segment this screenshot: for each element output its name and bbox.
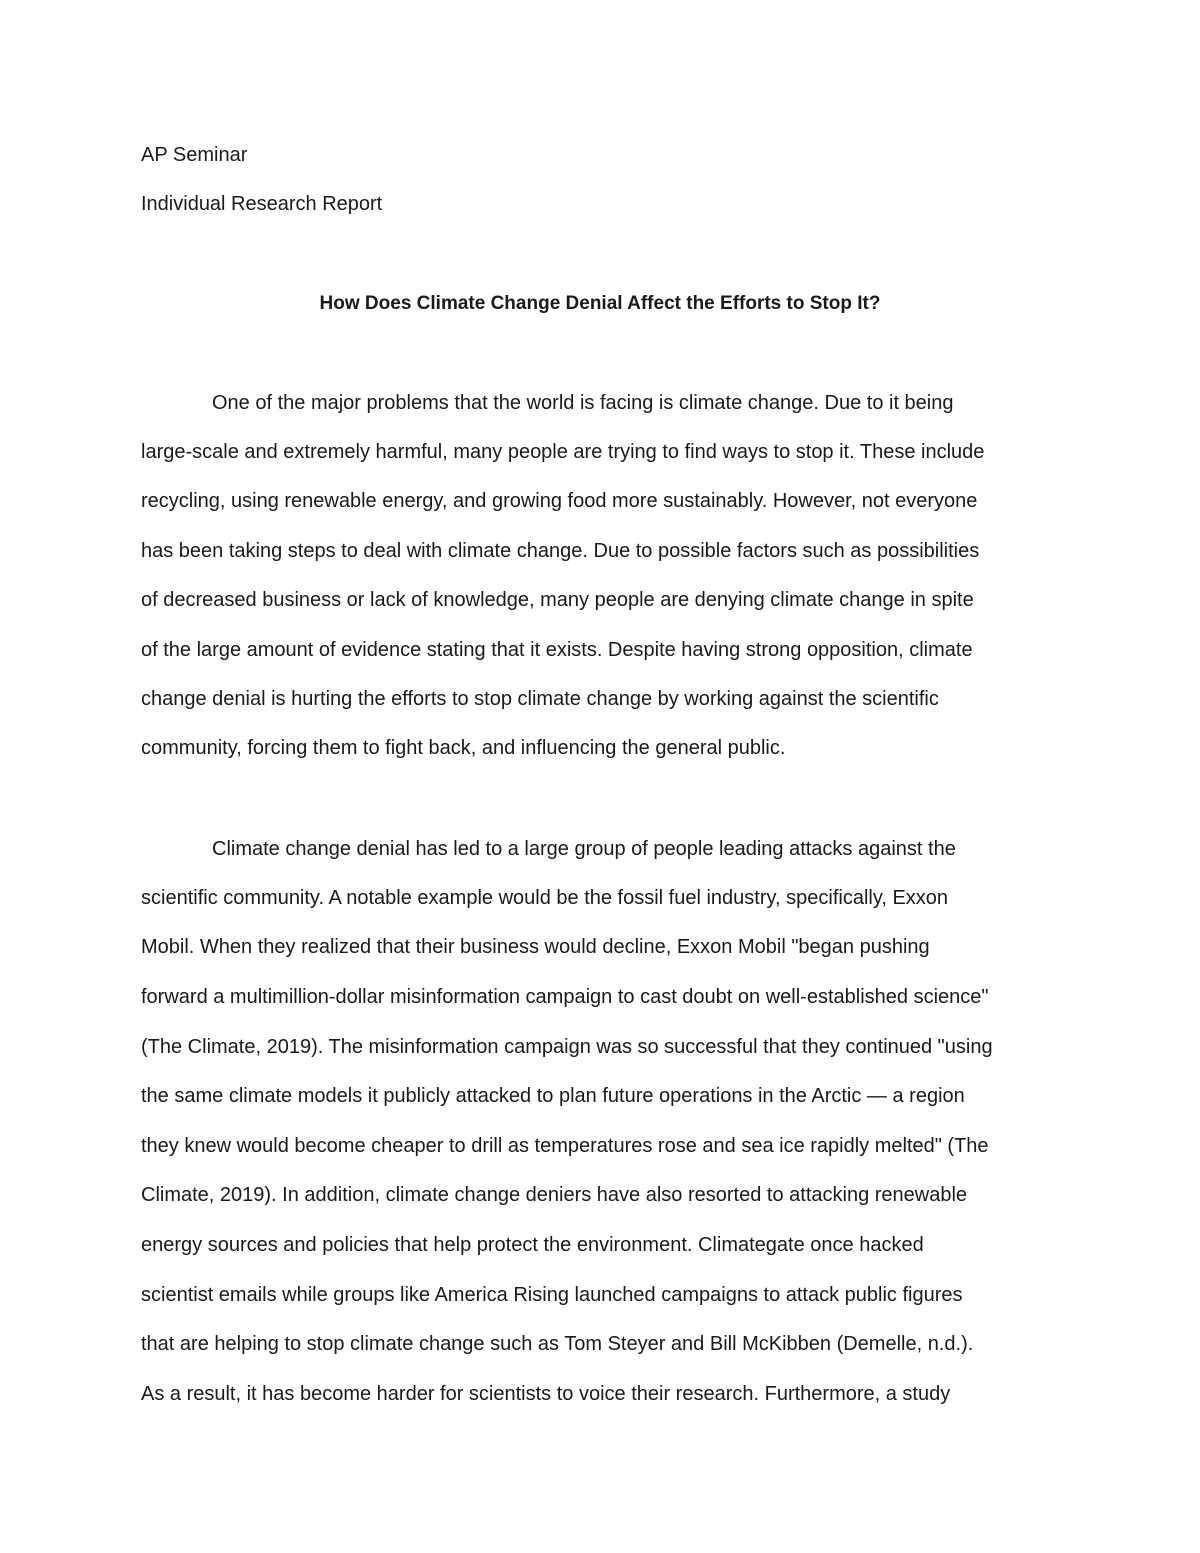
paragraph-line: (The Climate, 2019). The misinformation campaign was so successful that they continued "using: [141, 1036, 993, 1058]
paragraph-line: of decreased business or lack of knowledge, many people are denying climate change in spite: [141, 589, 974, 611]
paragraph-line: large-scale and extremely harmful, many people are trying to find ways to stop it. These include: [141, 441, 985, 463]
paragraph-line: scientific community. A notable example would be the fossil fuel industry, specifically, Exxon: [141, 887, 949, 909]
paragraph-line: scientist emails while groups like America Rising launched campaigns to attack public figures: [141, 1284, 963, 1306]
paragraph-line: One of the major problems that the world is facing is climate change. Due to it being: [212, 392, 954, 414]
paragraph-line: As a result, it has become harder for scientists to voice their research. Furthermore, a study: [141, 1383, 951, 1405]
paragraph-line: energy sources and policies that help protect the environment. Climategate once hacked: [141, 1234, 924, 1256]
paragraph-line: Mobil. When they realized that their business would decline, Exxon Mobil "began pushing: [141, 936, 930, 958]
document-title: How Does Climate Change Denial Affect the Efforts to Stop It?: [319, 293, 881, 314]
paragraph-line: community, forcing them to fight back, and influencing the general public.: [141, 737, 786, 759]
paragraph-line: change denial is hurting the efforts to stop climate change by working against the scientific: [141, 688, 939, 710]
assignment-name: Individual Research Report: [141, 193, 383, 215]
paragraph-line: Climate change denial has led to a large group of people leading attacks against the: [212, 838, 956, 860]
course-name: AP Seminar: [141, 144, 248, 166]
paragraph-line: they knew would become cheaper to drill as temperatures rose and sea ice rapidly melted" (The: [141, 1135, 989, 1157]
paragraph-line: recycling, using renewable energy, and growing food more sustainably. However, not everyone: [141, 490, 978, 512]
paragraph-line: the same climate models it publicly attacked to plan future operations in the Arctic — a region: [141, 1085, 965, 1107]
paragraph-line: that are helping to stop climate change such as Tom Steyer and Bill McKibben (Demelle, n.d.).: [141, 1333, 974, 1355]
paragraph-line: has been taking steps to deal with climate change. Due to possible factors such as possibilities: [141, 540, 980, 562]
paragraph-line: of the large amount of evidence stating that it exists. Despite having strong opposition, climate: [141, 639, 973, 661]
paragraph-line: Climate, 2019). In addition, climate change deniers have also resorted to attacking renewable: [141, 1184, 968, 1206]
paragraph-line: forward a multimillion-dollar misinformation campaign to cast doubt on well-established science": [141, 986, 989, 1008]
